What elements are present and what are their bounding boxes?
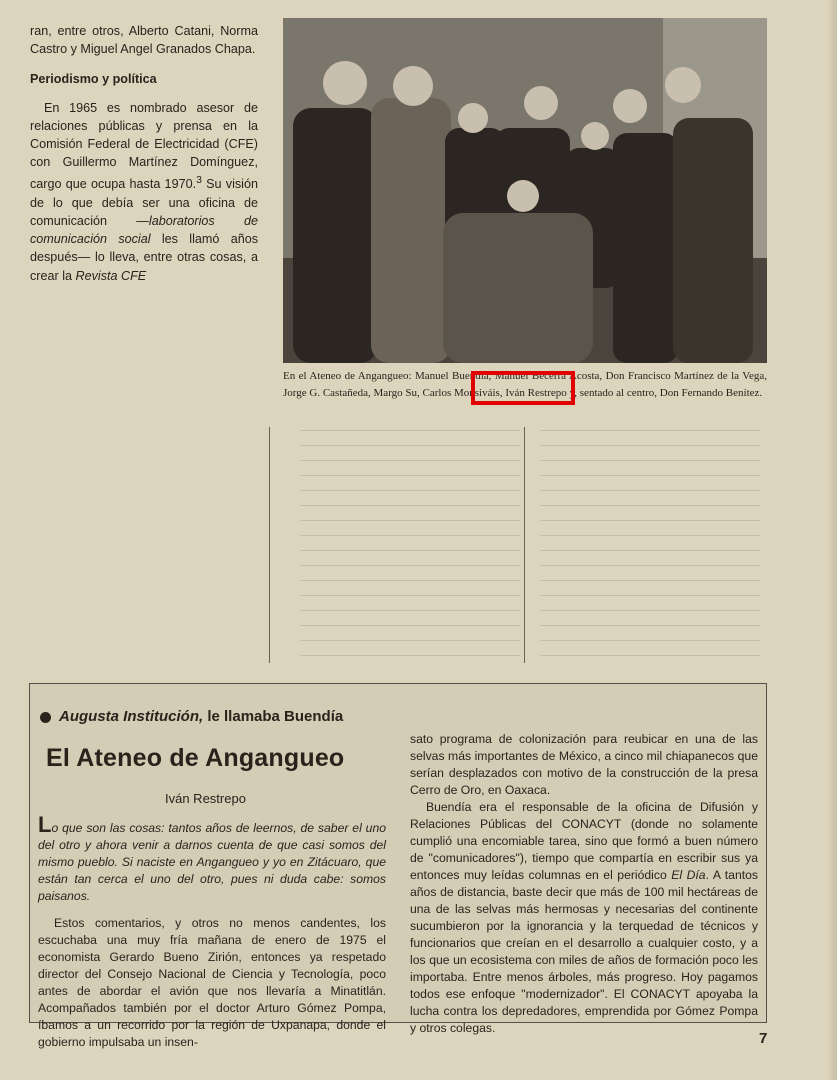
drop-cap: L: [38, 812, 52, 837]
kicker-text: le llamaba Buendía: [203, 708, 344, 725]
article-body-left: Estos comentarios, y otros no menos candentes, los escuchaba una muy fría mañana de enero de 1975 el economista Gerardo Bueno Zirión, entonces ya respetado director del Consejo Nacional de Ciencia y Tecnología, poco antes de abordar el avión que nos llevaría a Minatitlán. Acompañados también por el doctor Arturo Gómez Pompa, íbamos a un recorrido por la región de Uxpanapa, donde el gobierno impulsaba un insen-: [38, 916, 386, 1049]
lead-text: o que son las cosas: tantos años de leernos, de saber el uno del otro y ahora venir a darnos cuenta de que casi somos del mismo pueblo. Si naciste en Angangueo y yo en Zitácuaro, que están tan cerca el uno del otro, pues ni duda cabe: somos paisanos.: [38, 821, 386, 903]
article-body-right: [410, 731, 758, 1037]
caption-text: En el Ateneo de Angangueo: Manuel Buendía, Manuel Becerra Acosta, Don Francisco Martínez de la Vega, Jorge G. Castañeda, Margo Su,: [283, 370, 767, 399]
intro-text-column: [30, 22, 258, 285]
red-highlight-box[interactable]: [471, 371, 575, 405]
page-edge: [827, 0, 837, 1080]
text-run: . A tantos años de distancia, baste decir que más de 100 mil hectáreas de una de las selvas más hermosas y necesarias del continente sucumbieron por la ignorancia y la terquedad de técnicos y funcionarios que creían en el desarrollo a cualquier costo, y a los que un ecosistema con miles de años de formación poco les importaba. Entre menos árboles, más progreso. Hoy pagamos todos ese enfoque "modernizador". El CONACYT apoyaba la lucha contra los depredadores, emprendida por Gómez Pompa y otros colegas.: [410, 868, 758, 1035]
caption-highlighted-name: Carlos Monsiváis,: [422, 387, 503, 399]
kicker-italic: Augusta Institución,: [59, 708, 204, 725]
italic-text: laboratorios de comunicación social: [30, 214, 258, 247]
body-paragraph: [30, 99, 258, 285]
body-paragraph: [410, 799, 758, 1037]
text-run: Buendía era el responsable de la oficina de Difusión y Relaciones Públicas del CONACYT (donde no solamente cumplió una encomiable tarea, sino que formó a buen número de "comunicadores"), tiempo que compartía en escribir sus ya entonces muy leídas columnas en el periódico: [410, 800, 758, 882]
italic-text: Revista CFE: [75, 268, 147, 283]
italic-text: El Día: [671, 868, 706, 882]
column-rule: [269, 427, 270, 663]
article-headline: El Ateneo de Angangueo: [46, 744, 345, 772]
article-kicker: [40, 708, 343, 725]
caption-text: Iván Restrepo y, sentado al centro, Don Fernando Benítez.: [502, 387, 763, 399]
bleed-through: [540, 430, 760, 665]
text-run: Su visión de lo que debía ser una oficina de comunicación —: [30, 177, 258, 229]
article-author: Iván Restrepo: [165, 791, 246, 806]
group-photo-illustration: [283, 18, 767, 363]
text-run: les llamó años después— lo lleva, entre otras cosas, a crear la: [30, 232, 259, 283]
section-heading: Periodismo y política: [30, 72, 157, 87]
article-lead: [38, 812, 386, 905]
footnote-ref: 3: [196, 174, 202, 187]
article-box: [29, 683, 767, 1049]
group-photo: [283, 18, 767, 363]
body-paragraph: sato programa de colonización para reubicar en una de las selvas más importantes de México, a cinco mil chiapanecos que serían desplazados con motivo de la construcción de la presa Cerro de Oro, en Oaxaca.: [410, 732, 758, 797]
intro-paragraph: ran, entre otros, Alberto Catani, Norma Castro y Miguel Angel Granados Chapa.: [30, 24, 258, 57]
bleed-through: [300, 430, 520, 665]
page-number: 7: [759, 1030, 768, 1047]
text-run: En 1965 es nombrado asesor de relaciones públicas y prensa en la Comisión Federal de Electricidad (CFE) con Guillermo Martínez Domínguez, cargo que ocupa hasta 1970.: [30, 100, 258, 192]
column-rule: [524, 427, 525, 663]
bullet-icon: [40, 712, 51, 723]
